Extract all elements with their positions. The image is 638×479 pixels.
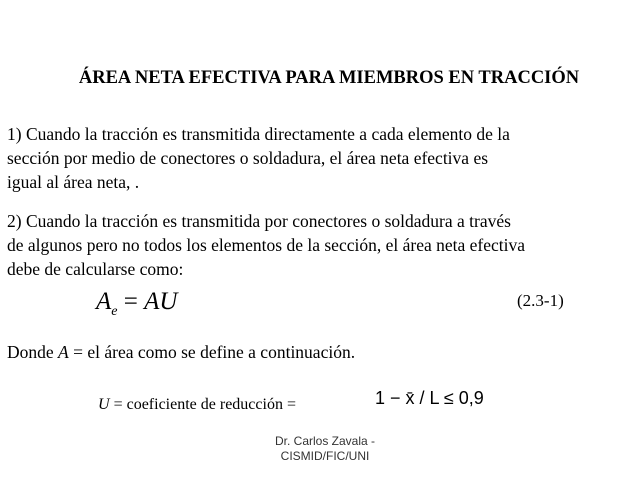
donde-variable: A (58, 342, 69, 362)
equation-lhs: A (96, 288, 112, 315)
donde-prefix: Donde (7, 342, 59, 362)
u-expression (375, 388, 484, 409)
footer-line-2: CISMID/FIC/UNI (280, 449, 370, 463)
paragraph-2-line: 2) Cuando la tracción es transmitida por conectores o soldadura a través (7, 211, 511, 231)
paragraph-2-line: de algunos pero no todos los elementos de la sección, el área neta efectiva (7, 235, 525, 255)
equation-effective-area (96, 288, 177, 320)
footer-line-1: Dr. Carlos Zavala - (274, 434, 376, 448)
paragraph-2-line: debe de calcularse como: (7, 259, 184, 279)
paragraph-1-line: sección por medio de conectores o soldadura, el área neta efectiva es (7, 148, 489, 168)
paragraph-2 (7, 209, 525, 281)
u-text: = coeficiente de reducción = (109, 396, 296, 413)
paragraph-1-line: igual al área neta, . (7, 172, 140, 192)
donde-line (7, 342, 355, 363)
equation-number: (2.3-1) (517, 291, 564, 310)
paragraph-1 (7, 122, 510, 194)
equation-rhs: AU (144, 288, 178, 315)
equation-lhs-subscript: e (111, 304, 118, 319)
paragraph-1-line: 1) Cuando la tracción es transmitida directamente a cada elemento de la (7, 124, 510, 144)
slide-title: ÁREA NETA EFECTIVA PARA MIEMBROS EN TRACCIÓN (78, 68, 580, 88)
u-definition (98, 396, 296, 414)
footer-credit (250, 434, 400, 464)
equation-equals: = (117, 288, 145, 315)
u-variable: U (98, 396, 110, 413)
donde-text: = el área como se define a continuación. (68, 342, 356, 362)
u-expression-text: 1 − x̄ / L ≤ 0,9 (375, 388, 484, 408)
